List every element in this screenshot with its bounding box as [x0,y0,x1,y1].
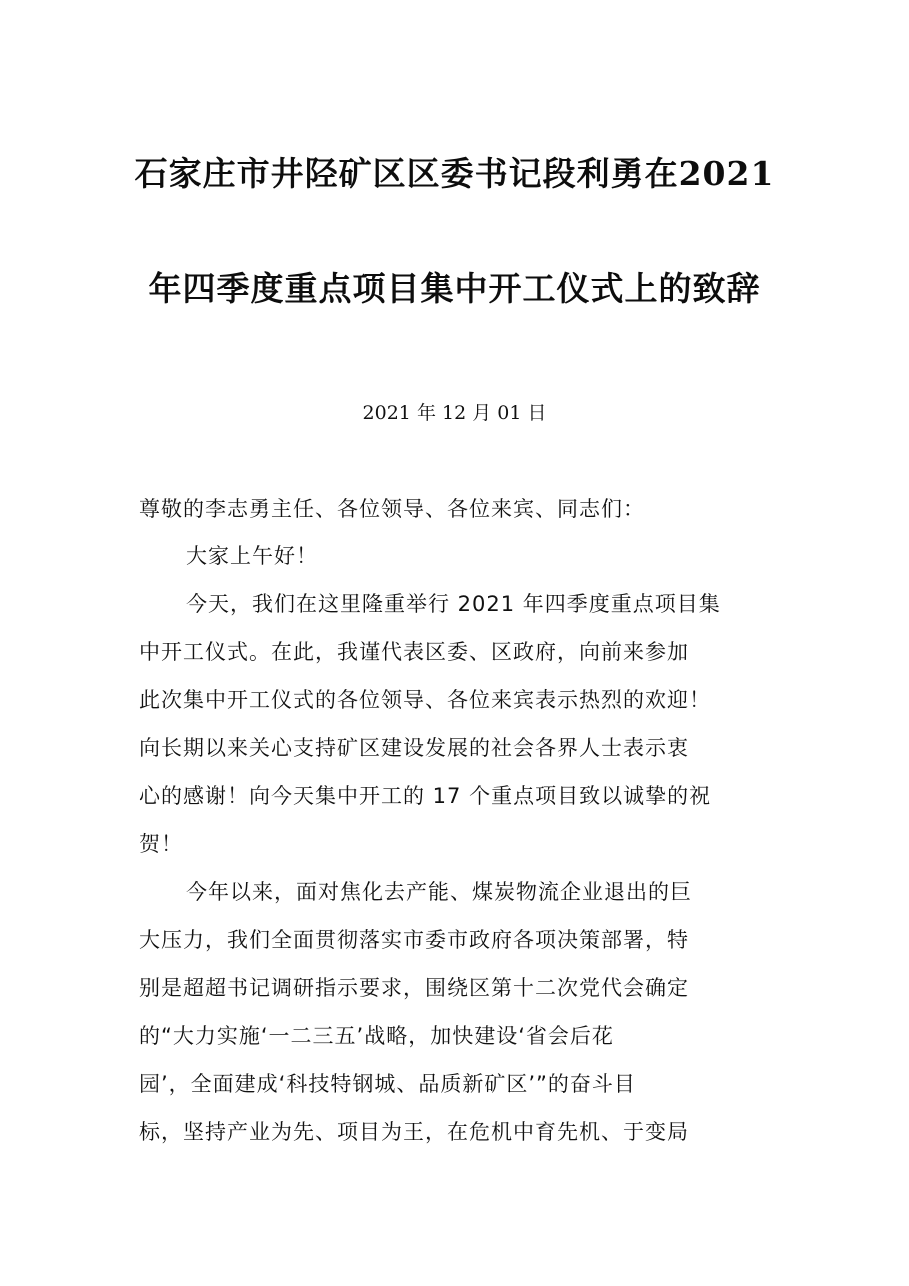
document-title-line-2: 年四季度重点项目集中开工仪式上的致辞 [148,269,761,308]
paragraph-2-line: 园’，全面建成‘科技特钢城、品质新矿区’”的奋斗目 [139,1072,636,1096]
document-date: 2021 年 12 月 01 日 [362,402,547,424]
salutation: 尊敬的李志勇主任、各位领导、各位来宾、同志们： [139,497,645,521]
paragraph-1-line: 此次集中开工仪式的各位领导、各位来宾表示热烈的欢迎！ [139,688,711,712]
paragraph-1-line: 今天，我们在这里隆重举行 2021 年四季度重点项目集 [186,592,721,616]
paragraph-1-line: 中开工仪式。在此，我谨代表区委、区政府，向前来参加 [139,640,689,664]
paragraph-1-line: 贺！ [139,832,183,856]
paragraph-2-line: 大压力，我们全面贯彻落实市委市政府各项决策部署，特 [139,928,689,952]
paragraph-2-line: 今年以来，面对焦化去产能、煤炭物流企业退出的巨 [186,880,692,904]
greeting: 大家上午好！ [186,544,318,568]
paragraph-1-line: 向长期以来关心支持矿区建设发展的社会各界人士表示衷 [139,736,689,760]
document-title-line-1: 石家庄市井陉矿区区委书记段利勇在2021 [134,154,775,193]
paragraph-1-line: 心的感谢！向今天集中开工的 17 个重点项目致以诚挚的祝 [139,784,712,808]
paragraph-2-line: 的“大力实施‘一二三五’战略，加快建设‘省会后花 [139,1024,614,1048]
paragraph-2-line: 别是超超书记调研指示要求，围绕区第十二次党代会确定 [139,976,689,1000]
paragraph-2-line: 标，坚持产业为先、项目为王，在危机中育先机、于变局 [139,1120,689,1144]
